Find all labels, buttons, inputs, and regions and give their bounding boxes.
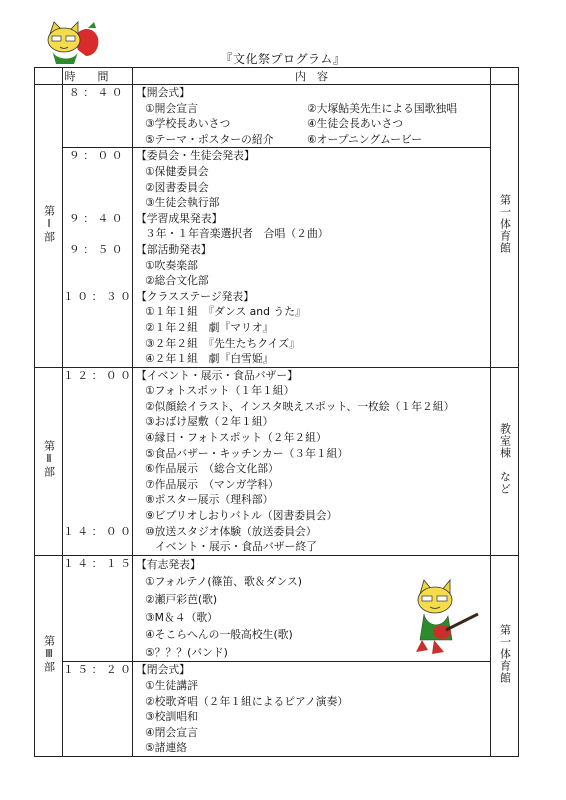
content-cell — [133, 148, 491, 367]
time-spacer — [63, 492, 132, 508]
list-item: ④縁日・フォトスポット（２年２組） — [145, 431, 327, 445]
time-spacer — [63, 258, 132, 274]
part1-place: 第一体育館 — [498, 193, 512, 254]
list-item: ①吹奏楽部 — [145, 258, 198, 272]
table-header-row — [35, 68, 519, 85]
part3-row1 — [35, 555, 519, 662]
time-spacer — [63, 461, 132, 477]
list-item: ③学校長あいさつ — [145, 117, 231, 131]
part3-label-cell — [35, 555, 63, 756]
time-value: １４：１５ — [63, 556, 135, 570]
list-item: ⑤食品バザー・キッチンカー（３年１組） — [145, 446, 349, 460]
header-time: 時間 — [63, 68, 133, 85]
time-value: ９：００ — [68, 149, 127, 163]
section-heading: 【委員会・生徒会発表】 — [136, 149, 255, 163]
part2-place-cell — [491, 367, 519, 555]
document-title: 『文化祭プログラム』 — [220, 52, 346, 66]
list-item-pair — [136, 132, 490, 148]
list-item: ⑨ビブリオしおりバトル（図書委員会） — [145, 509, 338, 523]
list-item: ⑤諸連絡 — [145, 741, 188, 755]
part3-place: 第一体育館 — [498, 623, 512, 684]
content-cell — [133, 662, 491, 757]
list-item: ④２年１組 劇『白雪姫』 — [145, 352, 274, 366]
list-item: ①１年１組 『ダンス and うた』 — [145, 305, 306, 319]
list-item: ⑥オープニングムービー — [307, 132, 423, 146]
time-value: １２：００ — [63, 368, 135, 382]
content-cell — [133, 367, 491, 555]
list-item: ②校歌斉唱（２年１組によるピアノ演奏） — [145, 694, 349, 708]
time-value: ９：４０ — [68, 211, 127, 225]
part1-label: 第Ⅰ部 — [42, 204, 56, 243]
part3-row2 — [35, 662, 519, 757]
list-item: ⑥作品展示 （総合文化部） — [145, 462, 279, 476]
list-item: ③おばけ屋敷（２年１組） — [145, 415, 274, 429]
program-table — [34, 67, 519, 757]
section-heading: 【部活動発表】 — [136, 242, 212, 256]
time-spacer — [63, 399, 132, 415]
section-heading: 【学習成果発表】 — [136, 211, 223, 225]
list-item: ３年・１年音楽選択者 合唱（２曲） — [145, 227, 329, 241]
list-item-pair — [136, 101, 490, 117]
time-cell — [63, 85, 133, 148]
list-item: ①保健委員会 — [145, 164, 209, 178]
guitar-cat-mascot-icon — [412, 576, 484, 656]
section-heading: 【有志発表】 — [136, 557, 201, 571]
list-item: ⑦作品展示 （マンガ学科） — [145, 477, 279, 491]
time-spacer — [63, 195, 132, 211]
cat-mascot-icon — [44, 20, 100, 68]
list-item: ④生徒会長あいさつ — [307, 117, 404, 131]
header-content: 内 容 — [133, 68, 491, 85]
list-item: ③生徒会執行部 — [145, 196, 220, 210]
part2-place: 教室棟 など — [498, 423, 512, 496]
list-item: ⑤？？？(バンド) — [145, 645, 228, 659]
part1-row1 — [35, 85, 519, 148]
time-value: ９：５０ — [68, 242, 127, 256]
time-spacer — [63, 430, 132, 446]
time-spacer — [63, 273, 132, 289]
time-spacer — [63, 164, 132, 180]
list-item: ⑧ポスター展示（理科部） — [145, 493, 274, 507]
list-item: ②１年２組 劇『マリオ』 — [145, 320, 274, 334]
list-item: ⑤テーマ・ポスターの紹介 — [145, 132, 274, 146]
section-heading: 【イベント・展示・食品バザー】 — [136, 368, 298, 382]
list-item-pair — [136, 116, 490, 132]
part3-place-cell — [491, 555, 519, 756]
list-item: ④閉会宣言 — [145, 725, 198, 739]
list-item: ②総合文化部 — [145, 274, 209, 288]
part1-label-cell — [35, 85, 63, 368]
section-heading: 【クラスステージ発表】 — [136, 289, 255, 303]
list-item: ①フォルテノ(篠笛、歌＆ダンス) — [145, 575, 302, 589]
time-cell — [63, 148, 133, 367]
list-item: ②瀬戸彩芭(歌) — [145, 593, 218, 606]
time-spacer — [63, 226, 132, 242]
part1-place-cell — [491, 85, 519, 368]
header-blank-right — [491, 68, 519, 85]
list-item: ①生徒講評 — [145, 678, 198, 692]
list-item: ②大塚鮎美先生による国歌独唱 — [307, 101, 458, 115]
time-spacer — [63, 477, 132, 493]
part2-row — [35, 367, 519, 555]
part2-label: 第Ⅱ部 — [42, 440, 56, 479]
time-spacer — [63, 508, 132, 524]
time-cell — [63, 367, 133, 555]
list-item: ⑩放送スタジオ体験（放送委員会） — [145, 524, 317, 538]
content-cell — [133, 85, 491, 148]
list-item: ①開会宣言 — [145, 101, 198, 115]
list-item: ③２年２組 『先生たちクイズ』 — [145, 336, 300, 350]
section-heading: 【開会式】 — [136, 86, 190, 99]
list-item: ②似顔絵イラスト、インスタ映えスポット、一枚絵（１年２組） — [145, 399, 455, 413]
list-item: イベント・展示・食品バザー終了 — [155, 540, 317, 554]
time-spacer — [63, 180, 132, 196]
time-value: １５：２０ — [63, 663, 135, 677]
list-item: ③M＆４（歌） — [145, 610, 218, 624]
time-value: １４：００ — [63, 524, 135, 538]
time-value: １０：３０ — [63, 289, 135, 303]
time-spacer — [63, 383, 132, 399]
list-item: ①フォトスポット（１年１組） — [145, 384, 295, 398]
section-heading: 【閉会式】 — [136, 663, 190, 677]
time-cell — [63, 662, 133, 757]
list-item: ②図書委員会 — [145, 180, 209, 194]
time-cell — [63, 555, 133, 662]
time-spacer — [63, 446, 132, 462]
header-blank — [35, 68, 63, 85]
list-item: ④そこらへんの一般高校生(歌) — [145, 628, 293, 642]
content-cell — [133, 555, 491, 662]
list-item: ③校訓唱和 — [145, 710, 198, 724]
part3-label: 第Ⅲ部 — [42, 634, 56, 673]
part2-label-cell — [35, 367, 63, 555]
time-spacer — [63, 414, 132, 430]
part1-row2 — [35, 148, 519, 367]
time-value: ８：４０ — [68, 86, 127, 99]
